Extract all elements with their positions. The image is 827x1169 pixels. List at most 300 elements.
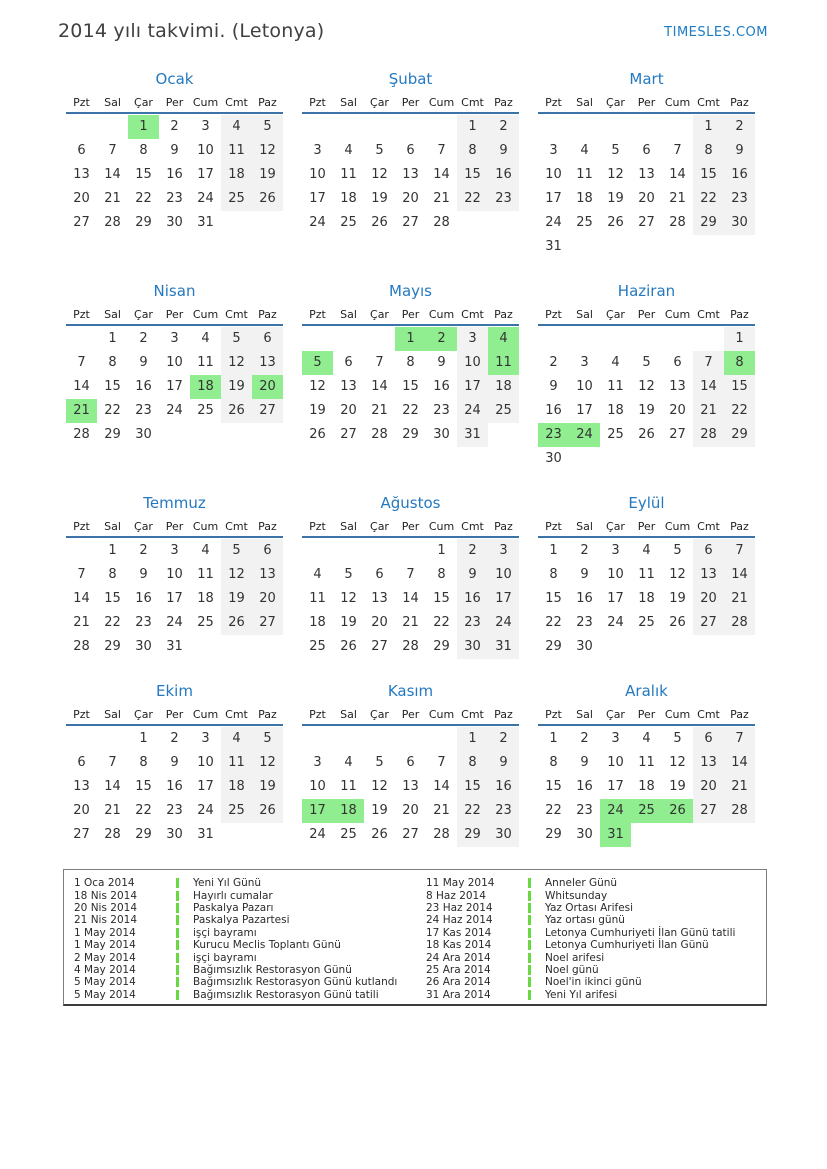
day-cell: 5: [221, 539, 252, 563]
legend-date: 8 Haz 2014: [426, 889, 486, 902]
day-cell: 28: [693, 423, 724, 447]
week-row: [538, 775, 755, 799]
day-cell: 26: [371, 827, 388, 842]
day-cell: 18: [333, 799, 364, 823]
day-cell: 16: [488, 163, 519, 187]
week-row: [66, 399, 283, 423]
empty-day-cell: [631, 823, 662, 847]
day-cell: 30: [457, 635, 488, 659]
day-cell: 12: [638, 379, 655, 394]
empty-day-cell: [631, 115, 662, 139]
weekday-label: Pzt: [309, 520, 326, 533]
week-row: [302, 187, 519, 211]
day-cell: 16: [488, 775, 519, 799]
day-cell: 7: [724, 727, 755, 751]
empty-day-cell: [159, 423, 190, 447]
day-cell: 23: [433, 403, 450, 418]
empty-day-cell: [252, 423, 283, 447]
day-cell: 25: [340, 827, 357, 842]
day-cell: 26: [371, 215, 388, 230]
weekday-label: Per: [165, 96, 184, 109]
holiday-marker-icon: [176, 977, 179, 987]
legend-date: 24 Ara 2014: [426, 951, 491, 964]
day-cell: 7: [437, 755, 446, 770]
week-row: [66, 327, 283, 351]
day-cell: 21: [73, 615, 90, 630]
day-cell: 10: [197, 755, 214, 770]
day-cell: 8: [693, 139, 724, 163]
day-cell: 11: [576, 167, 593, 182]
week-row: [538, 139, 755, 163]
day-cell: 27: [402, 827, 419, 842]
day-cell: 18: [221, 775, 252, 799]
day-cell: 7: [406, 567, 415, 582]
weekday-header-row: [66, 95, 283, 114]
week-row: [538, 423, 755, 447]
weekday-label: Sal: [576, 308, 593, 321]
holiday-marker-icon: [528, 891, 531, 901]
day-cell: 25: [576, 215, 593, 230]
month-title: Mart: [629, 70, 664, 88]
empty-day-cell: [97, 727, 128, 751]
weekday-header-row: [538, 519, 755, 538]
week-row: [66, 799, 283, 823]
legend-row: [70, 889, 422, 901]
day-cell: 15: [545, 779, 562, 794]
day-cell: 19: [221, 587, 252, 611]
day-cell: 26: [252, 187, 283, 211]
day-cell: 16: [457, 587, 488, 611]
weekday-label: Sal: [104, 96, 121, 109]
day-cell: 13: [638, 167, 655, 182]
week-row: [538, 163, 755, 187]
day-cell: 2: [549, 355, 558, 370]
weekday-label: Per: [401, 520, 420, 533]
day-cell: 1: [139, 731, 148, 746]
day-cell: 23: [538, 423, 569, 447]
holiday-marker-icon: [528, 940, 531, 950]
day-cell: 3: [201, 731, 210, 746]
week-row: [66, 727, 283, 751]
day-cell: 8: [406, 355, 415, 370]
month-title: Ağustos: [380, 494, 441, 512]
legend-date: 31 Ara 2014: [426, 988, 491, 1001]
legend-row: [422, 902, 760, 914]
day-cell: 31: [600, 823, 631, 847]
empty-day-cell: [66, 115, 97, 139]
holiday-marker-icon: [176, 965, 179, 975]
empty-day-cell: [221, 823, 252, 847]
legend-label: Yaz ortası günü: [545, 914, 625, 927]
weekday-label: Sal: [104, 708, 121, 721]
empty-day-cell: [631, 635, 662, 659]
day-cell: 16: [724, 163, 755, 187]
legend-date: 17 Kas 2014: [426, 926, 492, 939]
day-cell: 22: [724, 399, 755, 423]
holiday-legend: [63, 869, 767, 1006]
day-cell: 23: [135, 403, 152, 418]
day-cell: 14: [724, 751, 755, 775]
holiday-marker-icon: [528, 903, 531, 913]
day-cell: 27: [693, 611, 724, 635]
week-row: [302, 327, 519, 351]
day-cell: 4: [201, 543, 210, 558]
day-cell: 27: [73, 827, 90, 842]
day-cell: 19: [340, 615, 357, 630]
day-cell: 28: [73, 427, 90, 442]
week-row: [66, 115, 283, 139]
weekday-label: Cmt: [225, 520, 248, 533]
day-cell: 20: [638, 191, 655, 206]
day-cell: 25: [340, 215, 357, 230]
empty-day-cell: [631, 235, 662, 259]
weekday-label: Pzt: [73, 96, 90, 109]
day-cell: 7: [724, 539, 755, 563]
day-cell: 15: [104, 379, 121, 394]
empty-day-cell: [66, 327, 97, 351]
empty-day-cell: [600, 635, 631, 659]
day-cell: 8: [457, 751, 488, 775]
empty-day-cell: [364, 327, 395, 351]
day-cell: 24: [197, 803, 214, 818]
week-row: [66, 211, 283, 235]
day-cell: 28: [724, 799, 755, 823]
day-cell: 13: [693, 751, 724, 775]
empty-day-cell: [662, 635, 693, 659]
weekday-label: Cmt: [461, 96, 484, 109]
week-row: [302, 163, 519, 187]
day-cell: 2: [580, 543, 589, 558]
day-cell: 21: [433, 191, 450, 206]
legend-label: Noel günü: [545, 963, 599, 976]
day-cell: 11: [340, 167, 357, 182]
day-cell: 31: [197, 827, 214, 842]
day-cell: 7: [437, 143, 446, 158]
weekday-header-row: [538, 95, 755, 114]
month-9: [538, 494, 755, 659]
holiday-marker-icon: [176, 903, 179, 913]
week-row: [538, 399, 755, 423]
day-cell: 19: [371, 191, 388, 206]
legend-date: 4 May 2014: [74, 963, 136, 976]
week-row: [66, 563, 283, 587]
day-cell: 9: [437, 355, 446, 370]
day-cell: 20: [252, 587, 283, 611]
day-cell: 12: [371, 167, 388, 182]
weekday-label: Paz: [258, 96, 277, 109]
day-cell: 4: [221, 727, 252, 751]
day-cell: 15: [104, 591, 121, 606]
day-cell: 8: [139, 755, 148, 770]
day-cell: 17: [166, 591, 183, 606]
week-row: [302, 799, 519, 823]
legend-label: işçi bayramı: [193, 951, 257, 964]
day-cell: 20: [73, 803, 90, 818]
month-3: [538, 70, 755, 259]
weekday-label: Per: [401, 708, 420, 721]
day-cell: 22: [545, 803, 562, 818]
weekday-label: Çar: [370, 520, 389, 533]
day-cell: 4: [201, 331, 210, 346]
empty-day-cell: [252, 211, 283, 235]
week-row: [538, 587, 755, 611]
day-cell: 9: [488, 751, 519, 775]
day-cell: 27: [252, 611, 283, 635]
day-cell: 30: [135, 427, 152, 442]
week-row: [302, 751, 519, 775]
day-cell: 11: [197, 567, 214, 582]
day-cell: 12: [607, 167, 624, 182]
empty-day-cell: [693, 235, 724, 259]
day-cell: 28: [104, 215, 121, 230]
weekday-label: Sal: [104, 520, 121, 533]
day-cell: 24: [488, 611, 519, 635]
legend-row: [70, 989, 422, 1001]
day-cell: 10: [197, 143, 214, 158]
legend-row: [70, 939, 422, 951]
legend-date: 2 May 2014: [74, 951, 136, 964]
day-cell: 18: [488, 375, 519, 399]
day-cell: 12: [252, 139, 283, 163]
weekday-label: Per: [165, 308, 184, 321]
day-cell: 16: [166, 779, 183, 794]
weekday-label: Pzt: [545, 708, 562, 721]
legend-date: 26 Ara 2014: [426, 976, 491, 989]
week-row: [538, 799, 755, 823]
weekday-label: Sal: [340, 308, 357, 321]
legend-date: 18 Nis 2014: [74, 889, 137, 902]
day-cell: 6: [77, 755, 86, 770]
week-row: [302, 823, 519, 847]
day-cell: 9: [170, 143, 179, 158]
weekday-label: Cum: [428, 96, 455, 109]
day-cell: 10: [457, 351, 488, 375]
legend-row: [422, 964, 760, 976]
week-row: [538, 751, 755, 775]
day-cell: 8: [549, 567, 558, 582]
day-cell: 28: [402, 639, 419, 654]
week-row: [66, 823, 283, 847]
day-cell: 5: [302, 351, 333, 375]
weekday-label: Per: [165, 708, 184, 721]
day-cell: 1: [437, 543, 446, 558]
weekday-header-row: [66, 707, 283, 726]
day-cell: 10: [488, 563, 519, 587]
weekday-label: Cmt: [461, 708, 484, 721]
day-cell: 16: [545, 403, 562, 418]
weekday-label: Sal: [576, 520, 593, 533]
day-cell: 24: [545, 215, 562, 230]
legend-row: [70, 902, 422, 914]
day-cell: 1: [108, 543, 117, 558]
day-cell: 27: [371, 639, 388, 654]
week-row: [66, 163, 283, 187]
week-row: [538, 823, 755, 847]
day-cell: 11: [607, 379, 624, 394]
weekday-label: Çar: [370, 308, 389, 321]
weekday-label: Çar: [606, 308, 625, 321]
weekday-label: Çar: [134, 308, 153, 321]
weekday-header-row: [302, 307, 519, 326]
legend-row: [70, 914, 422, 926]
month-5: [302, 282, 519, 471]
day-cell: 14: [104, 167, 121, 182]
week-row: [538, 447, 755, 471]
month-title: Haziran: [617, 282, 676, 300]
day-cell: 12: [252, 751, 283, 775]
day-cell: 12: [669, 567, 686, 582]
empty-day-cell: [364, 539, 395, 563]
day-cell: 15: [402, 379, 419, 394]
day-cell: 24: [607, 615, 624, 630]
weekday-label: Sal: [340, 96, 357, 109]
day-cell: 3: [580, 355, 589, 370]
day-cell: 6: [673, 355, 682, 370]
week-row: [66, 775, 283, 799]
day-cell: 2: [139, 331, 148, 346]
day-cell: 11: [340, 779, 357, 794]
week-row: [538, 327, 755, 351]
week-row: [302, 775, 519, 799]
day-cell: 24: [166, 615, 183, 630]
month-2: [302, 70, 519, 259]
empty-day-cell: [252, 635, 283, 659]
day-cell: 8: [139, 143, 148, 158]
legend-label: Whitsunday: [545, 889, 608, 902]
day-cell: 14: [693, 375, 724, 399]
legend-date: 18 Kas 2014: [426, 939, 492, 952]
day-cell: 9: [170, 755, 179, 770]
month-8: [302, 494, 519, 659]
empty-day-cell: [395, 727, 426, 751]
day-cell: 10: [309, 779, 326, 794]
weekday-label: Pzt: [545, 308, 562, 321]
day-cell: 14: [433, 779, 450, 794]
day-cell: 20: [402, 803, 419, 818]
day-cell: 29: [135, 215, 152, 230]
weekday-label: Cum: [664, 708, 691, 721]
weekday-label: Sal: [340, 520, 357, 533]
day-cell: 5: [611, 143, 620, 158]
day-cell: 18: [309, 615, 326, 630]
empty-day-cell: [724, 235, 755, 259]
day-cell: 24: [166, 403, 183, 418]
day-cell: 6: [406, 143, 415, 158]
legend-label: Bağımsızlık Restorasyon Günü kutlandı: [193, 976, 398, 989]
legend-row: [422, 976, 760, 988]
month-12: [538, 682, 755, 847]
day-cell: 16: [135, 379, 152, 394]
weekday-header-row: [538, 307, 755, 326]
day-cell: 18: [607, 403, 624, 418]
holiday-marker-icon: [176, 891, 179, 901]
empty-day-cell: [724, 823, 755, 847]
week-row: [66, 635, 283, 659]
day-cell: 17: [545, 191, 562, 206]
day-cell: 11: [221, 139, 252, 163]
weekday-label: Paz: [730, 308, 749, 321]
day-cell: 18: [576, 191, 593, 206]
day-cell: 25: [197, 403, 214, 418]
weekday-label: Paz: [730, 520, 749, 533]
day-cell: 22: [104, 615, 121, 630]
day-cell: 12: [309, 379, 326, 394]
weekday-label: Cmt: [225, 96, 248, 109]
empty-day-cell: [488, 211, 519, 235]
legend-date: 23 Haz 2014: [426, 901, 493, 914]
day-cell: 20: [402, 191, 419, 206]
empty-day-cell: [600, 327, 631, 351]
week-row: [302, 375, 519, 399]
legend-label: Yeni Yıl Günü: [193, 877, 262, 890]
empty-day-cell: [538, 115, 569, 139]
day-cell: 12: [221, 351, 252, 375]
empty-day-cell: [693, 327, 724, 351]
day-cell: 23: [576, 803, 593, 818]
weekday-label: Paz: [494, 308, 513, 321]
legend-label: Bağımsızlık Restorasyon Günü: [193, 963, 352, 976]
day-cell: 24: [600, 799, 631, 823]
site-link[interactable]: TIMESLES.COM: [664, 25, 768, 40]
day-cell: 15: [135, 779, 152, 794]
day-cell: 16: [135, 591, 152, 606]
day-cell: 24: [309, 827, 326, 842]
day-cell: 30: [545, 451, 562, 466]
day-cell: 22: [457, 799, 488, 823]
day-cell: 8: [108, 567, 117, 582]
day-cell: 21: [104, 191, 121, 206]
weekday-label: Paz: [730, 708, 749, 721]
weekday-label: Pzt: [545, 96, 562, 109]
day-cell: 19: [309, 403, 326, 418]
day-cell: 19: [221, 375, 252, 399]
day-cell: 29: [693, 211, 724, 235]
week-row: [66, 751, 283, 775]
day-cell: 9: [580, 755, 589, 770]
day-cell: 23: [135, 615, 152, 630]
legend-row: [70, 976, 422, 988]
month-title: Nisan: [153, 282, 196, 300]
day-cell: 28: [669, 215, 686, 230]
day-cell: 29: [135, 827, 152, 842]
day-cell: 13: [693, 563, 724, 587]
legend-row: [70, 951, 422, 963]
day-cell: 17: [302, 799, 333, 823]
weekday-label: Cmt: [697, 96, 720, 109]
week-row: [66, 351, 283, 375]
day-cell: 8: [724, 351, 755, 375]
day-cell: 2: [426, 327, 457, 351]
legend-date: 5 May 2014: [74, 976, 136, 989]
legend-row: [422, 914, 760, 926]
week-row: [302, 611, 519, 635]
day-cell: 3: [170, 331, 179, 346]
day-cell: 2: [457, 539, 488, 563]
day-cell: 12: [340, 591, 357, 606]
day-cell: 19: [607, 191, 624, 206]
weekday-label: Paz: [494, 708, 513, 721]
week-row: [302, 539, 519, 563]
day-cell: 26: [221, 611, 252, 635]
holiday-marker-icon: [176, 940, 179, 950]
week-row: [538, 211, 755, 235]
weekday-label: Çar: [134, 96, 153, 109]
day-cell: 29: [104, 639, 121, 654]
day-cell: 24: [457, 399, 488, 423]
legend-label: Noel arifesi: [545, 951, 605, 964]
empty-day-cell: [569, 327, 600, 351]
day-cell: 24: [569, 423, 600, 447]
